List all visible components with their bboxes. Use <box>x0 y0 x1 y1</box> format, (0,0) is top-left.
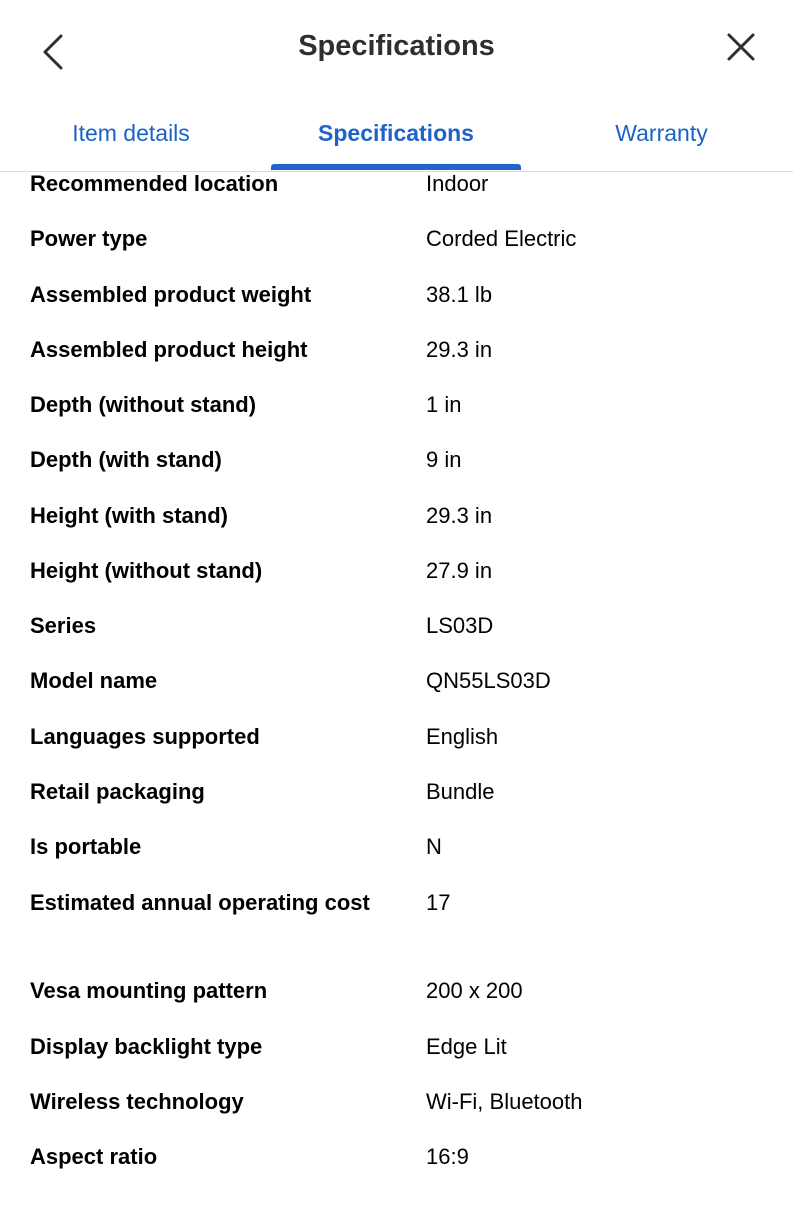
spec-value: 29.3 in <box>426 337 493 362</box>
spec-value: Indoor <box>426 171 489 196</box>
spec-label: Assembled product height <box>30 337 308 362</box>
tab-item-details[interactable]: Item details <box>72 119 190 146</box>
tab-bar <box>0 96 793 172</box>
spec-value: English <box>426 724 499 749</box>
spec-value: LS03D <box>426 613 494 638</box>
spec-label: Wireless technology <box>30 1089 244 1114</box>
spec-label: Height (without stand) <box>30 558 263 583</box>
spec-label: Recommended location <box>30 171 279 196</box>
spec-label: Vesa mounting pattern <box>30 978 268 1003</box>
spec-value: 29.3 in <box>426 503 493 528</box>
spec-label: Estimated annual operating cost <box>30 890 370 915</box>
page-title: Specifications <box>298 30 495 62</box>
spec-label: Model name <box>30 668 158 693</box>
spec-label: Height (with stand) <box>30 503 228 528</box>
spec-row <box>0 886 793 956</box>
close-button[interactable] <box>714 20 768 74</box>
spec-value: 200 x 200 <box>426 978 523 1003</box>
close-icon <box>725 31 757 63</box>
spec-label: Series <box>30 613 97 638</box>
spec-label: Is portable <box>30 834 142 859</box>
spec-value: Edge Lit <box>426 1034 507 1059</box>
spec-value: 1 in <box>426 392 462 417</box>
tab-warranty[interactable]: Warranty <box>615 119 708 146</box>
spec-label: Aspect ratio <box>30 1144 158 1169</box>
spec-value: 17 <box>426 890 451 915</box>
spec-value: 16:9 <box>426 1144 469 1169</box>
spec-value: Corded Electric <box>426 226 577 251</box>
spec-label: Depth (without stand) <box>30 392 257 417</box>
header-bar <box>0 0 793 96</box>
spec-value: N <box>426 834 442 859</box>
spec-value: Wi-Fi, Bluetooth <box>426 1089 583 1114</box>
spec-label: Assembled product weight <box>30 282 312 307</box>
tab-specifications[interactable]: Specifications <box>318 119 474 146</box>
spec-label: Depth (with stand) <box>30 447 222 472</box>
spec-label: Languages supported <box>30 724 260 749</box>
spec-label: Retail packaging <box>30 779 205 804</box>
spec-label: Display backlight type <box>30 1034 263 1059</box>
spec-value: QN55LS03D <box>426 668 551 693</box>
spec-value: 27.9 in <box>426 558 493 583</box>
spec-value: Bundle <box>426 779 495 804</box>
spec-label: Power type <box>30 226 148 251</box>
spec-value: 38.1 lb <box>426 282 493 307</box>
spec-value: 9 in <box>426 447 462 472</box>
